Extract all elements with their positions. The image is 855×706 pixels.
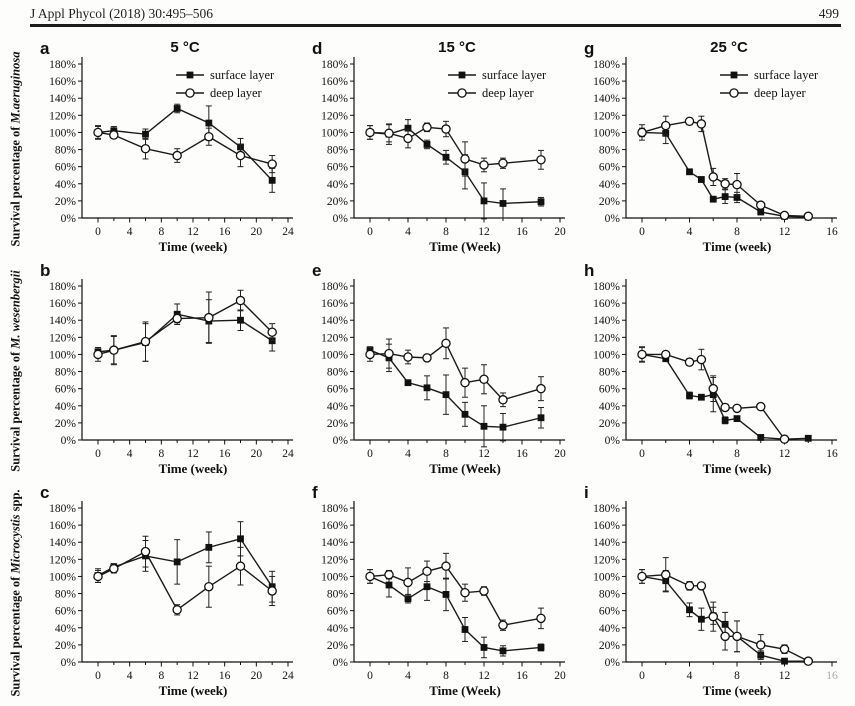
svg-text:0: 0	[95, 448, 101, 460]
svg-text:100%: 100%	[593, 349, 620, 362]
svg-text:20%: 20%	[326, 639, 348, 652]
svg-text:Time (Week): Time (Week)	[429, 239, 501, 254]
svg-text:Time (week): Time (week)	[702, 683, 772, 698]
svg-text:8: 8	[158, 670, 165, 682]
svg-text:160%: 160%	[49, 520, 76, 533]
svg-text:160%: 160%	[321, 520, 348, 533]
svg-text:120%: 120%	[321, 554, 348, 567]
svg-text:12: 12	[187, 448, 199, 460]
svg-text:40%: 40%	[598, 400, 620, 413]
temperature-title: 25 °C	[710, 39, 748, 56]
svg-text:12: 12	[778, 448, 791, 460]
panel-letter: b	[40, 261, 51, 280]
svg-text:100%: 100%	[49, 571, 76, 584]
svg-text:0%: 0%	[60, 657, 76, 669]
svg-text:12: 12	[478, 670, 490, 682]
svg-text:0%: 0%	[604, 657, 620, 669]
svg-text:4: 4	[405, 226, 411, 238]
svg-text:Time (Week): Time (Week)	[429, 461, 501, 476]
row-label-species: Microcystis	[8, 514, 23, 574]
svg-text:180%: 180%	[321, 59, 348, 71]
svg-text:surface layer: surface layer	[482, 68, 547, 82]
svg-text:8: 8	[443, 448, 449, 460]
svg-text:120%: 120%	[49, 554, 76, 567]
svg-text:0: 0	[639, 226, 645, 238]
svg-text:60%: 60%	[54, 605, 76, 618]
chart-panel-b	[28, 260, 300, 482]
svg-text:4: 4	[126, 448, 133, 460]
chart-panel-c	[28, 482, 300, 704]
svg-text:80%: 80%	[54, 588, 76, 601]
svg-text:16: 16	[516, 226, 528, 238]
svg-text:0%: 0%	[60, 213, 76, 225]
svg-text:20: 20	[250, 670, 263, 682]
svg-text:160%: 160%	[49, 76, 76, 89]
svg-text:100%: 100%	[593, 571, 620, 584]
svg-text:Time (week): Time (week)	[158, 239, 228, 254]
svg-text:140%: 140%	[593, 315, 620, 328]
svg-text:4: 4	[686, 448, 693, 460]
svg-text:80%: 80%	[598, 144, 620, 157]
chart-panel-a	[28, 38, 300, 260]
chart-svg-i	[572, 482, 844, 704]
svg-text:8: 8	[158, 226, 165, 238]
svg-text:16: 16	[826, 670, 838, 682]
svg-text:140%: 140%	[593, 93, 620, 106]
svg-text:16: 16	[218, 670, 231, 682]
svg-text:12: 12	[187, 226, 199, 238]
panel-letter: e	[312, 261, 322, 280]
svg-text:24: 24	[282, 448, 294, 460]
svg-text:180%: 180%	[49, 281, 76, 293]
panel-letter: c	[40, 483, 50, 502]
chart-panel-f	[300, 482, 572, 704]
row-label-species: M. wesenbergii	[8, 270, 23, 349]
svg-text:20%: 20%	[326, 417, 348, 430]
svg-text:20%: 20%	[598, 639, 620, 652]
chart-panel-d	[300, 38, 572, 260]
svg-text:20: 20	[554, 226, 566, 238]
svg-text:12: 12	[187, 670, 199, 682]
panel-letter: h	[584, 261, 595, 280]
svg-text:140%: 140%	[321, 93, 348, 106]
svg-text:80%: 80%	[326, 144, 348, 157]
svg-text:8: 8	[158, 448, 165, 460]
svg-text:160%: 160%	[593, 298, 620, 311]
svg-text:80%: 80%	[598, 588, 620, 601]
svg-text:20: 20	[250, 226, 263, 238]
svg-text:60%: 60%	[598, 383, 620, 396]
chart-panel-g	[572, 38, 844, 260]
chart-panel-e	[300, 260, 572, 482]
svg-text:160%: 160%	[593, 520, 620, 533]
svg-text:24: 24	[282, 670, 294, 682]
svg-text:0%: 0%	[332, 435, 348, 447]
svg-text:20: 20	[554, 448, 566, 460]
svg-text:16: 16	[218, 448, 231, 460]
svg-text:80%: 80%	[598, 366, 620, 379]
chart-svg-f	[300, 482, 572, 704]
svg-text:140%: 140%	[321, 537, 348, 550]
svg-text:60%: 60%	[598, 161, 620, 174]
svg-text:4: 4	[686, 226, 693, 238]
svg-text:160%: 160%	[593, 76, 620, 89]
svg-text:Time (week): Time (week)	[702, 461, 772, 476]
svg-text:12: 12	[778, 226, 791, 238]
svg-text:0%: 0%	[332, 657, 348, 669]
svg-text:140%: 140%	[49, 315, 76, 328]
svg-text:0%: 0%	[332, 213, 348, 225]
chart-svg-d	[300, 38, 572, 260]
svg-text:4: 4	[686, 670, 693, 682]
panel-letter: a	[40, 39, 50, 58]
svg-text:60%: 60%	[326, 605, 348, 618]
svg-text:0: 0	[95, 226, 101, 238]
svg-text:16: 16	[826, 226, 838, 238]
svg-text:12: 12	[478, 226, 490, 238]
svg-text:180%: 180%	[321, 503, 348, 515]
svg-text:40%: 40%	[326, 622, 348, 635]
svg-text:Time (week): Time (week)	[158, 683, 228, 698]
svg-text:80%: 80%	[54, 144, 76, 157]
chart-svg-c	[28, 482, 300, 704]
svg-text:4: 4	[405, 448, 411, 460]
svg-text:40%: 40%	[54, 400, 76, 413]
header-rule	[30, 24, 841, 27]
row-label-prefix: Survival percentage of	[8, 573, 23, 697]
svg-text:180%: 180%	[593, 281, 620, 293]
svg-text:surface layer: surface layer	[754, 68, 819, 82]
chart-svg-h	[572, 260, 844, 482]
svg-text:0%: 0%	[60, 435, 76, 447]
svg-text:180%: 180%	[593, 503, 620, 515]
svg-text:120%: 120%	[49, 332, 76, 345]
panel-letter: f	[312, 483, 318, 502]
svg-text:40%: 40%	[326, 178, 348, 191]
svg-text:deep layer: deep layer	[210, 86, 262, 100]
svg-text:100%: 100%	[321, 571, 348, 584]
svg-text:0: 0	[367, 670, 373, 682]
svg-text:40%: 40%	[54, 622, 76, 635]
svg-text:8: 8	[443, 226, 449, 238]
row-label-wesenbergii	[9, 270, 24, 472]
svg-text:0%: 0%	[604, 213, 620, 225]
svg-text:20: 20	[554, 670, 566, 682]
svg-text:60%: 60%	[598, 605, 620, 618]
chart-svg-e	[300, 260, 572, 482]
chart-panel-i	[572, 482, 844, 704]
svg-text:20%: 20%	[54, 639, 76, 652]
svg-text:100%: 100%	[49, 349, 76, 362]
svg-text:20%: 20%	[598, 195, 620, 208]
svg-text:100%: 100%	[49, 127, 76, 140]
svg-text:0: 0	[639, 670, 645, 682]
svg-text:0: 0	[367, 448, 373, 460]
svg-text:60%: 60%	[326, 383, 348, 396]
svg-text:20: 20	[250, 448, 263, 460]
journal-citation: J Appl Phycol (2018) 30:495–506	[30, 6, 214, 21]
svg-text:0%: 0%	[604, 435, 620, 447]
svg-text:Time (Week): Time (Week)	[429, 683, 501, 698]
row-label-suffix: spp.	[8, 489, 23, 515]
svg-text:deep layer: deep layer	[482, 86, 534, 100]
svg-text:8: 8	[734, 448, 740, 460]
panel-letter: g	[584, 39, 595, 58]
svg-text:24: 24	[282, 226, 294, 238]
chart-svg-a	[28, 38, 300, 260]
page-number: 499	[818, 6, 839, 21]
svg-text:12: 12	[778, 670, 791, 682]
svg-text:4: 4	[126, 226, 133, 238]
chart-svg-g	[572, 38, 844, 260]
row-label-microcystis	[9, 489, 24, 696]
svg-text:20%: 20%	[326, 195, 348, 208]
svg-text:120%: 120%	[593, 110, 620, 123]
svg-text:0: 0	[367, 226, 373, 238]
svg-text:120%: 120%	[593, 554, 620, 567]
svg-text:0: 0	[95, 670, 101, 682]
row-label-species: M.aeruginosa	[8, 51, 23, 124]
svg-text:120%: 120%	[321, 332, 348, 345]
svg-text:160%: 160%	[321, 298, 348, 311]
temperature-title: 5 °C	[170, 39, 200, 56]
panel-letter: i	[584, 483, 589, 502]
svg-text:4: 4	[126, 670, 133, 682]
svg-text:8: 8	[443, 670, 449, 682]
chart-svg-b	[28, 260, 300, 482]
svg-text:180%: 180%	[49, 503, 76, 515]
svg-text:80%: 80%	[326, 366, 348, 379]
svg-text:16: 16	[826, 448, 838, 460]
svg-text:180%: 180%	[321, 281, 348, 293]
svg-text:20%: 20%	[598, 417, 620, 430]
svg-text:40%: 40%	[598, 622, 620, 635]
svg-text:180%: 180%	[593, 59, 620, 71]
svg-text:100%: 100%	[593, 127, 620, 140]
svg-text:160%: 160%	[321, 76, 348, 89]
panel-letter: d	[312, 39, 323, 58]
svg-text:surface layer: surface layer	[210, 68, 275, 82]
svg-text:120%: 120%	[593, 332, 620, 345]
svg-text:80%: 80%	[54, 366, 76, 379]
svg-text:140%: 140%	[321, 315, 348, 328]
figure-grid	[28, 38, 844, 704]
svg-text:8: 8	[734, 226, 740, 238]
svg-text:0: 0	[639, 448, 645, 460]
svg-text:140%: 140%	[593, 537, 620, 550]
svg-text:60%: 60%	[326, 161, 348, 174]
svg-text:Time (week): Time (week)	[702, 239, 772, 254]
svg-text:16: 16	[218, 226, 231, 238]
row-label-aeruginosa	[9, 52, 24, 247]
svg-text:140%: 140%	[49, 537, 76, 550]
svg-text:20%: 20%	[54, 417, 76, 430]
svg-text:100%: 100%	[321, 349, 348, 362]
svg-text:100%: 100%	[321, 127, 348, 140]
svg-text:12: 12	[478, 448, 490, 460]
svg-text:60%: 60%	[54, 383, 76, 396]
svg-text:40%: 40%	[598, 178, 620, 191]
row-label-prefix: Survival percentage of	[8, 123, 23, 247]
svg-text:120%: 120%	[49, 110, 76, 123]
row-label-prefix: Survival percentage of	[8, 348, 23, 472]
svg-text:140%: 140%	[49, 93, 76, 106]
svg-text:60%: 60%	[54, 161, 76, 174]
chart-panel-h	[572, 260, 844, 482]
svg-text:4: 4	[405, 670, 411, 682]
temperature-title: 15 °C	[438, 39, 476, 56]
svg-text:40%: 40%	[326, 400, 348, 413]
svg-text:160%: 160%	[49, 298, 76, 311]
svg-text:120%: 120%	[321, 110, 348, 123]
svg-text:80%: 80%	[326, 588, 348, 601]
svg-text:180%: 180%	[49, 59, 76, 71]
svg-text:40%: 40%	[54, 178, 76, 191]
svg-text:8: 8	[734, 670, 740, 682]
svg-text:deep layer: deep layer	[754, 86, 806, 100]
svg-text:16: 16	[516, 448, 528, 460]
svg-text:20%: 20%	[54, 195, 76, 208]
svg-text:Time (week): Time (week)	[158, 461, 228, 476]
svg-text:16: 16	[516, 670, 528, 682]
